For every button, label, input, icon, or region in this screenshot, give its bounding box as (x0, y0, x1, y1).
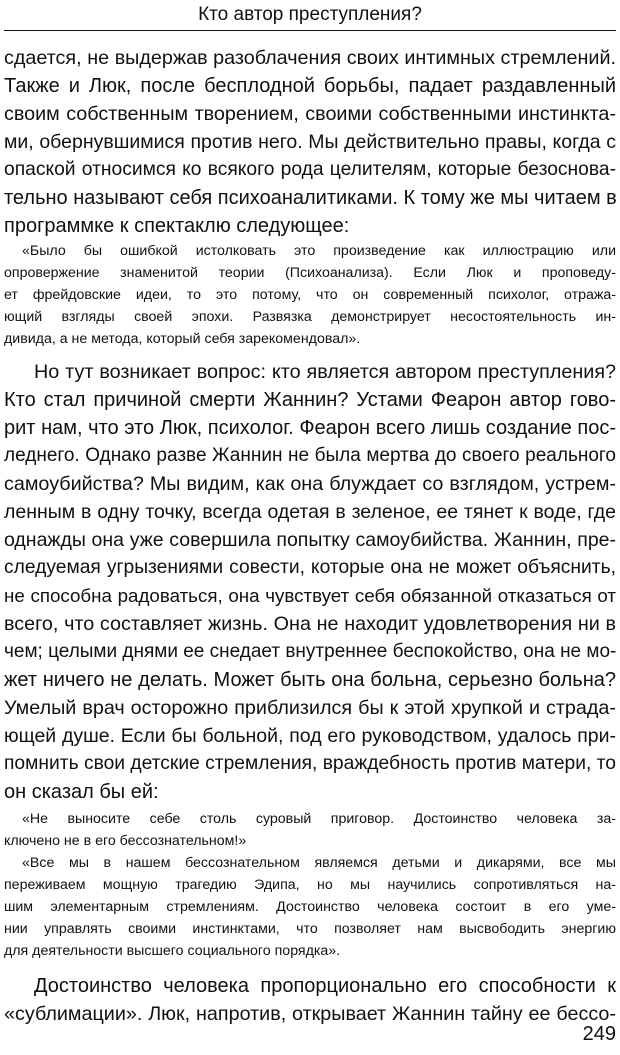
quote-line: «Не выносите себе столь суровый приговор. Достоинство человека за- (22, 811, 616, 827)
quote-line: «Было бы ошибкой истолковать это произведение как иллюстрацию или (22, 243, 616, 259)
quote-line: для деятельности высшего социального порядка». (4, 943, 341, 959)
text-line: не способна радоваться, она чувствует себя обязанной отказаться от (4, 585, 616, 606)
text-line: ми, обернувшимися против него. Мы действительно правы, когда с (4, 131, 616, 153)
text-line: помнить свои детские стремления, враждебность против матери, то (4, 753, 616, 774)
quote-line: дивида, а не метода, который себя зарекомендовал». (4, 331, 361, 347)
text-line: Достоинство человека пропорционально его способности к (34, 975, 616, 997)
text-line: рит нам, что это Люк, психолог. Феарон всего лишь создание пос- (4, 417, 616, 439)
quote-line: переживаем мощную трагедию Эдипа, но мы научились сопротивляться на- (4, 877, 616, 893)
text-line: чем; целыми днями ее снедает внутреннее беспокойство, она не мо- (4, 641, 617, 662)
quote-line: шим элементарным стремлениям. Достоинство человека состоит в его уме- (4, 899, 616, 915)
text-line: Умелый врач осторожно приблизился бы к этой хрупкой и страда- (4, 697, 616, 719)
text-line: однажды она уже совершила попытку самоубийства. Жаннин, пре- (4, 529, 616, 551)
quote-line: ет фрейдовские идеи, то это потому, что он современный психолог, отража- (4, 287, 616, 303)
quote-line: «Все мы в нашем бессознательном являемся детьми и дикарями, все мы (22, 855, 616, 871)
quote-line: ключено не в его бессознательном!» (4, 833, 247, 849)
text-line: самоубийства? Мы видим, как она блуждает со взглядом, устрем- (4, 473, 616, 495)
text-line: опаской относимся ко всякого рода целителям, которые безоснова- (4, 159, 616, 180)
quote-line: опровержение знаменитой теории (Психоанализа). Если Люк и проповеду- (4, 265, 616, 281)
text-line: леднего. Однако разве Жаннин не была мертва до своего реального (4, 445, 616, 466)
text-line: всего, что составляет жизнь. Она не находит удовлетворения ни в (4, 613, 616, 635)
text-line: сдается, не выдержав разоблачения своих интимных стремлений. (4, 47, 616, 69)
text-line: своим собственным творением, своими собственными инстинкта- (4, 103, 616, 125)
text-line: «сублимации». Люк, напротив, открывает Жаннин тайну ее бессо- (4, 1003, 616, 1025)
text-line: ющей душе. Если бы больной, под его руководством, удалось при- (4, 725, 616, 747)
text-line: тельно называют себя психоаналитиками. К тому же мы читаем в (4, 187, 617, 209)
text-line: Кто стал причиной смерти Жаннин? Устами Феарон автор гово- (4, 389, 616, 411)
text-line: Также и Люк, после бесплодной борьбы, падает раздавленный (4, 75, 616, 97)
running-header: Кто автор преступления? (198, 4, 422, 25)
text-line: он сказал бы ей: (4, 781, 159, 803)
page-number: 249 (582, 1023, 616, 1045)
text-line: Но тут возникает вопрос: кто является автором преступления? (34, 361, 616, 383)
quote-line: нии управлять своими инстинктами, что позволяет нам высвободить энергию (4, 921, 616, 937)
quote-line: ющий взгляды своей эпохи. Развязка демонстрирует несостоятельность ин- (4, 309, 616, 325)
text-line: следуемая угрызениями совести, которые она не может объяснить, (4, 557, 616, 578)
text-line: ленным в одну точку, всегда одетая в зеленое, ее тянет к воде, где (4, 501, 616, 523)
text-line: жет ничего не делать. Может быть она больна, серьезно больна? (4, 669, 616, 691)
header-rule (4, 30, 616, 31)
text-line: программке к спектаклю следующее: (4, 215, 350, 237)
